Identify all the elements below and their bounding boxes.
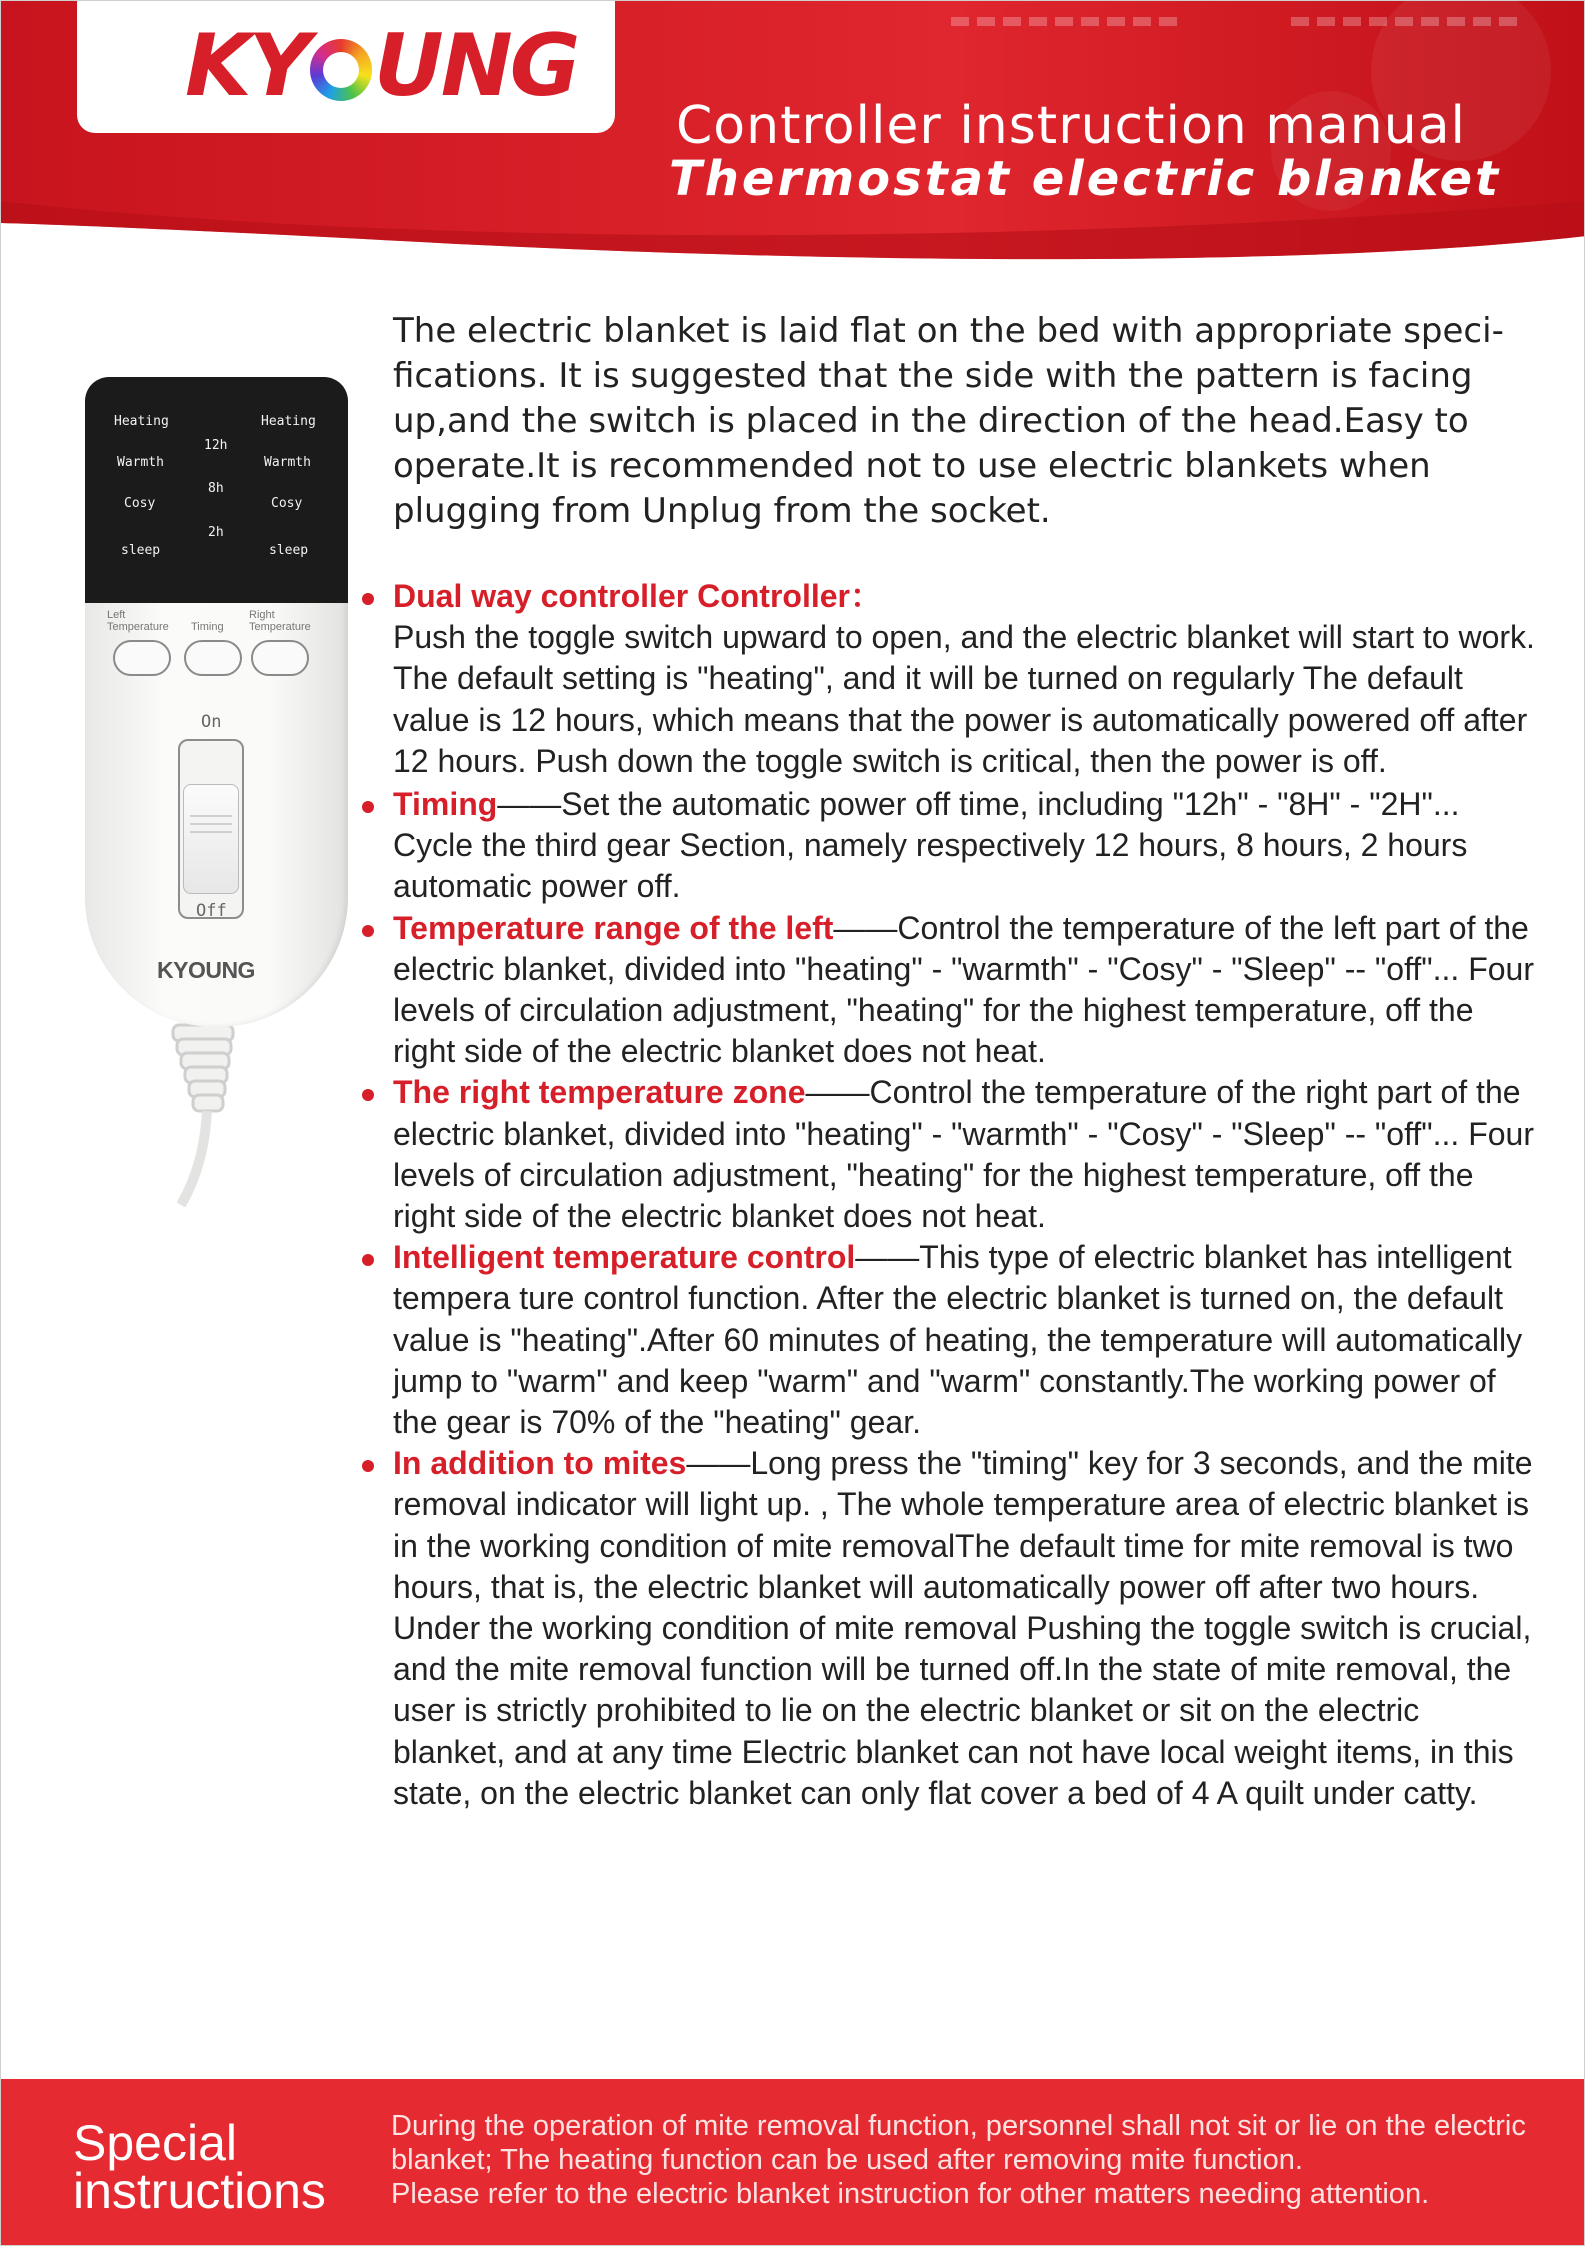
- section-heading: Temperature range of the left: [393, 909, 834, 946]
- manual-title: Controller instruction manual: [676, 96, 1467, 156]
- right-temperature-button: [251, 640, 309, 676]
- footer-title-line1: Special: [73, 2115, 237, 2171]
- right-temperature-label: Right Temperature: [249, 609, 311, 633]
- header-banner: [1, 1, 1585, 271]
- footer-text: [391, 2109, 1561, 2211]
- section-heading: Timing: [393, 786, 498, 823]
- section-heading: In addition to mites: [393, 1445, 687, 1482]
- bullet-icon: [362, 925, 374, 937]
- section-right-temperature: [356, 1072, 1536, 1237]
- footer-line-2: Please refer to the electric blanket instruction for other matters needing attention.: [391, 2178, 1430, 2210]
- manual-subtitle: Thermostat electric blanket: [669, 151, 1502, 207]
- controller-brand: KYOUNG: [157, 957, 255, 983]
- section-text: ——Control the temperature of the right part of the electric blanket, divided into "heating" - "warmth" - "Cosy" - "Sleep" -- "off"... Four levels of circulation adjustment, "heating" for the highest temperature, off the right side of the electric blanket does not heat.: [393, 1074, 1534, 1235]
- section-heading: Intelligent temperature control: [393, 1239, 856, 1276]
- display-left-heating: Heating: [114, 414, 169, 429]
- left-temperature-label: Left Temperature: [107, 609, 169, 633]
- special-instructions-footer: [1, 2079, 1585, 2246]
- section-text: ——Long press the "timing" key for 3 seconds, and the mite removal indicator will light up. , The whole temperature area of electric blanket is in the working condition of mite removalThe default time for mite removal is two hours, that is, the electric blanket will automatically power off after two hours. Under the working condition of mite removal Pushing the toggle switch is crucial, and the mite removal function will be turned off.In the state of mite removal, the user is strictly prohibited to lie on the electric blanket or sit on the electric blanket, and at any time Electric blanket can not have local weight items, in this state, on the electric blanket can only flat cover a bed of 4 A quilt under catty.: [393, 1445, 1533, 1811]
- display-left-warmth: Warmth: [117, 455, 164, 470]
- section-text: Push the toggle switch upward to open, and the electric blanket will start to work. The default setting is "heating", and it will be turned on regularly The default value is 12 hours, which means that the power is automatically powered off after 12 hours. Push down the toggle switch is critical, then the power is off.: [393, 619, 1535, 779]
- display-timing-2h: 2h: [208, 525, 224, 540]
- display-right-sleep: sleep: [269, 543, 309, 558]
- controller-display: [85, 377, 348, 603]
- timing-button: [184, 640, 242, 676]
- display-timing-12h: 12h: [204, 438, 228, 453]
- section-text: ——This type of electric blanket has intelligent tempera ture control function. After the electric blanket is turned on, the default value is "heating".After 60 minutes of heating, the temperature will automatically jump to "warm" and keep "warm" and "warm" constantly.The working power of the gear is 70% of the "heating" gear.: [393, 1239, 1523, 1441]
- switch-on-label: On: [201, 712, 222, 732]
- display-timing-8h: 8h: [208, 481, 224, 496]
- timing-label: Timing: [191, 621, 224, 633]
- section-left-temperature: [356, 908, 1536, 1073]
- bullet-icon: [362, 593, 374, 605]
- left-temperature-button: [113, 640, 171, 676]
- display-right-heating: Heating: [261, 414, 316, 429]
- display-left-cosy: Cosy: [124, 496, 156, 511]
- switch-grip-line: [190, 815, 232, 817]
- bullet-icon: [362, 1254, 374, 1266]
- intro-paragraph: The electric blanket is laid flat on the bed with appropriate speci-fications. It is suggested that the side with the pattern is facing up,and the switch is placed in the direction of the head.Easy to operate.It is recommended not to use electric blankets when plugging from Unplug from the socket.: [393, 311, 1504, 531]
- section-text: ——Set the automatic power off time, including "12h" - "8H" - "2H"... Cycle the third gear Section, namely respectively 12 hours, 8 hours, 2 hours automatic power off.: [393, 786, 1468, 905]
- footer-line-1: During the operation of mite removal function, personnel shall not sit or lie on the electric blanket; The heating function can be used after removing mite function.: [391, 2110, 1526, 2176]
- section-heading: The right temperature zone: [393, 1074, 806, 1111]
- section-mite-removal: [356, 1443, 1536, 1814]
- brand-logo: KY UNG: [185, 16, 578, 116]
- switch-off-label: Off: [196, 901, 227, 921]
- section-intelligent-control: [356, 1237, 1536, 1443]
- toggle-switch: [183, 784, 239, 894]
- instruction-sections: [356, 576, 1536, 1814]
- footer-title-line2: instructions: [73, 2163, 326, 2219]
- display-right-cosy: Cosy: [271, 496, 303, 511]
- section-dual-controller: [356, 576, 1536, 782]
- bullet-icon: [362, 1460, 374, 1472]
- switch-grip-line: [190, 831, 232, 833]
- logo-o-ring-icon: [310, 39, 372, 101]
- display-left-sleep: sleep: [121, 543, 161, 558]
- bullet-icon: [362, 801, 374, 813]
- switch-grip-line: [190, 823, 232, 825]
- section-text: ——Control the temperature of the left part of the electric blanket, divided into "heating" - "warmth" - "Cosy" - "Sleep" -- "off"... Four levels of circulation adjustment, "heating" for the highest temperature, off the right side of the electric blanket does not heat.: [393, 909, 1534, 1070]
- section-heading: Dual way controller Controller：: [393, 578, 882, 614]
- footer-title: [73, 2115, 326, 2219]
- controller-illustration: [85, 377, 348, 1027]
- bullet-icon: [362, 1089, 374, 1101]
- section-timing: [356, 784, 1536, 908]
- display-right-warmth: Warmth: [264, 455, 311, 470]
